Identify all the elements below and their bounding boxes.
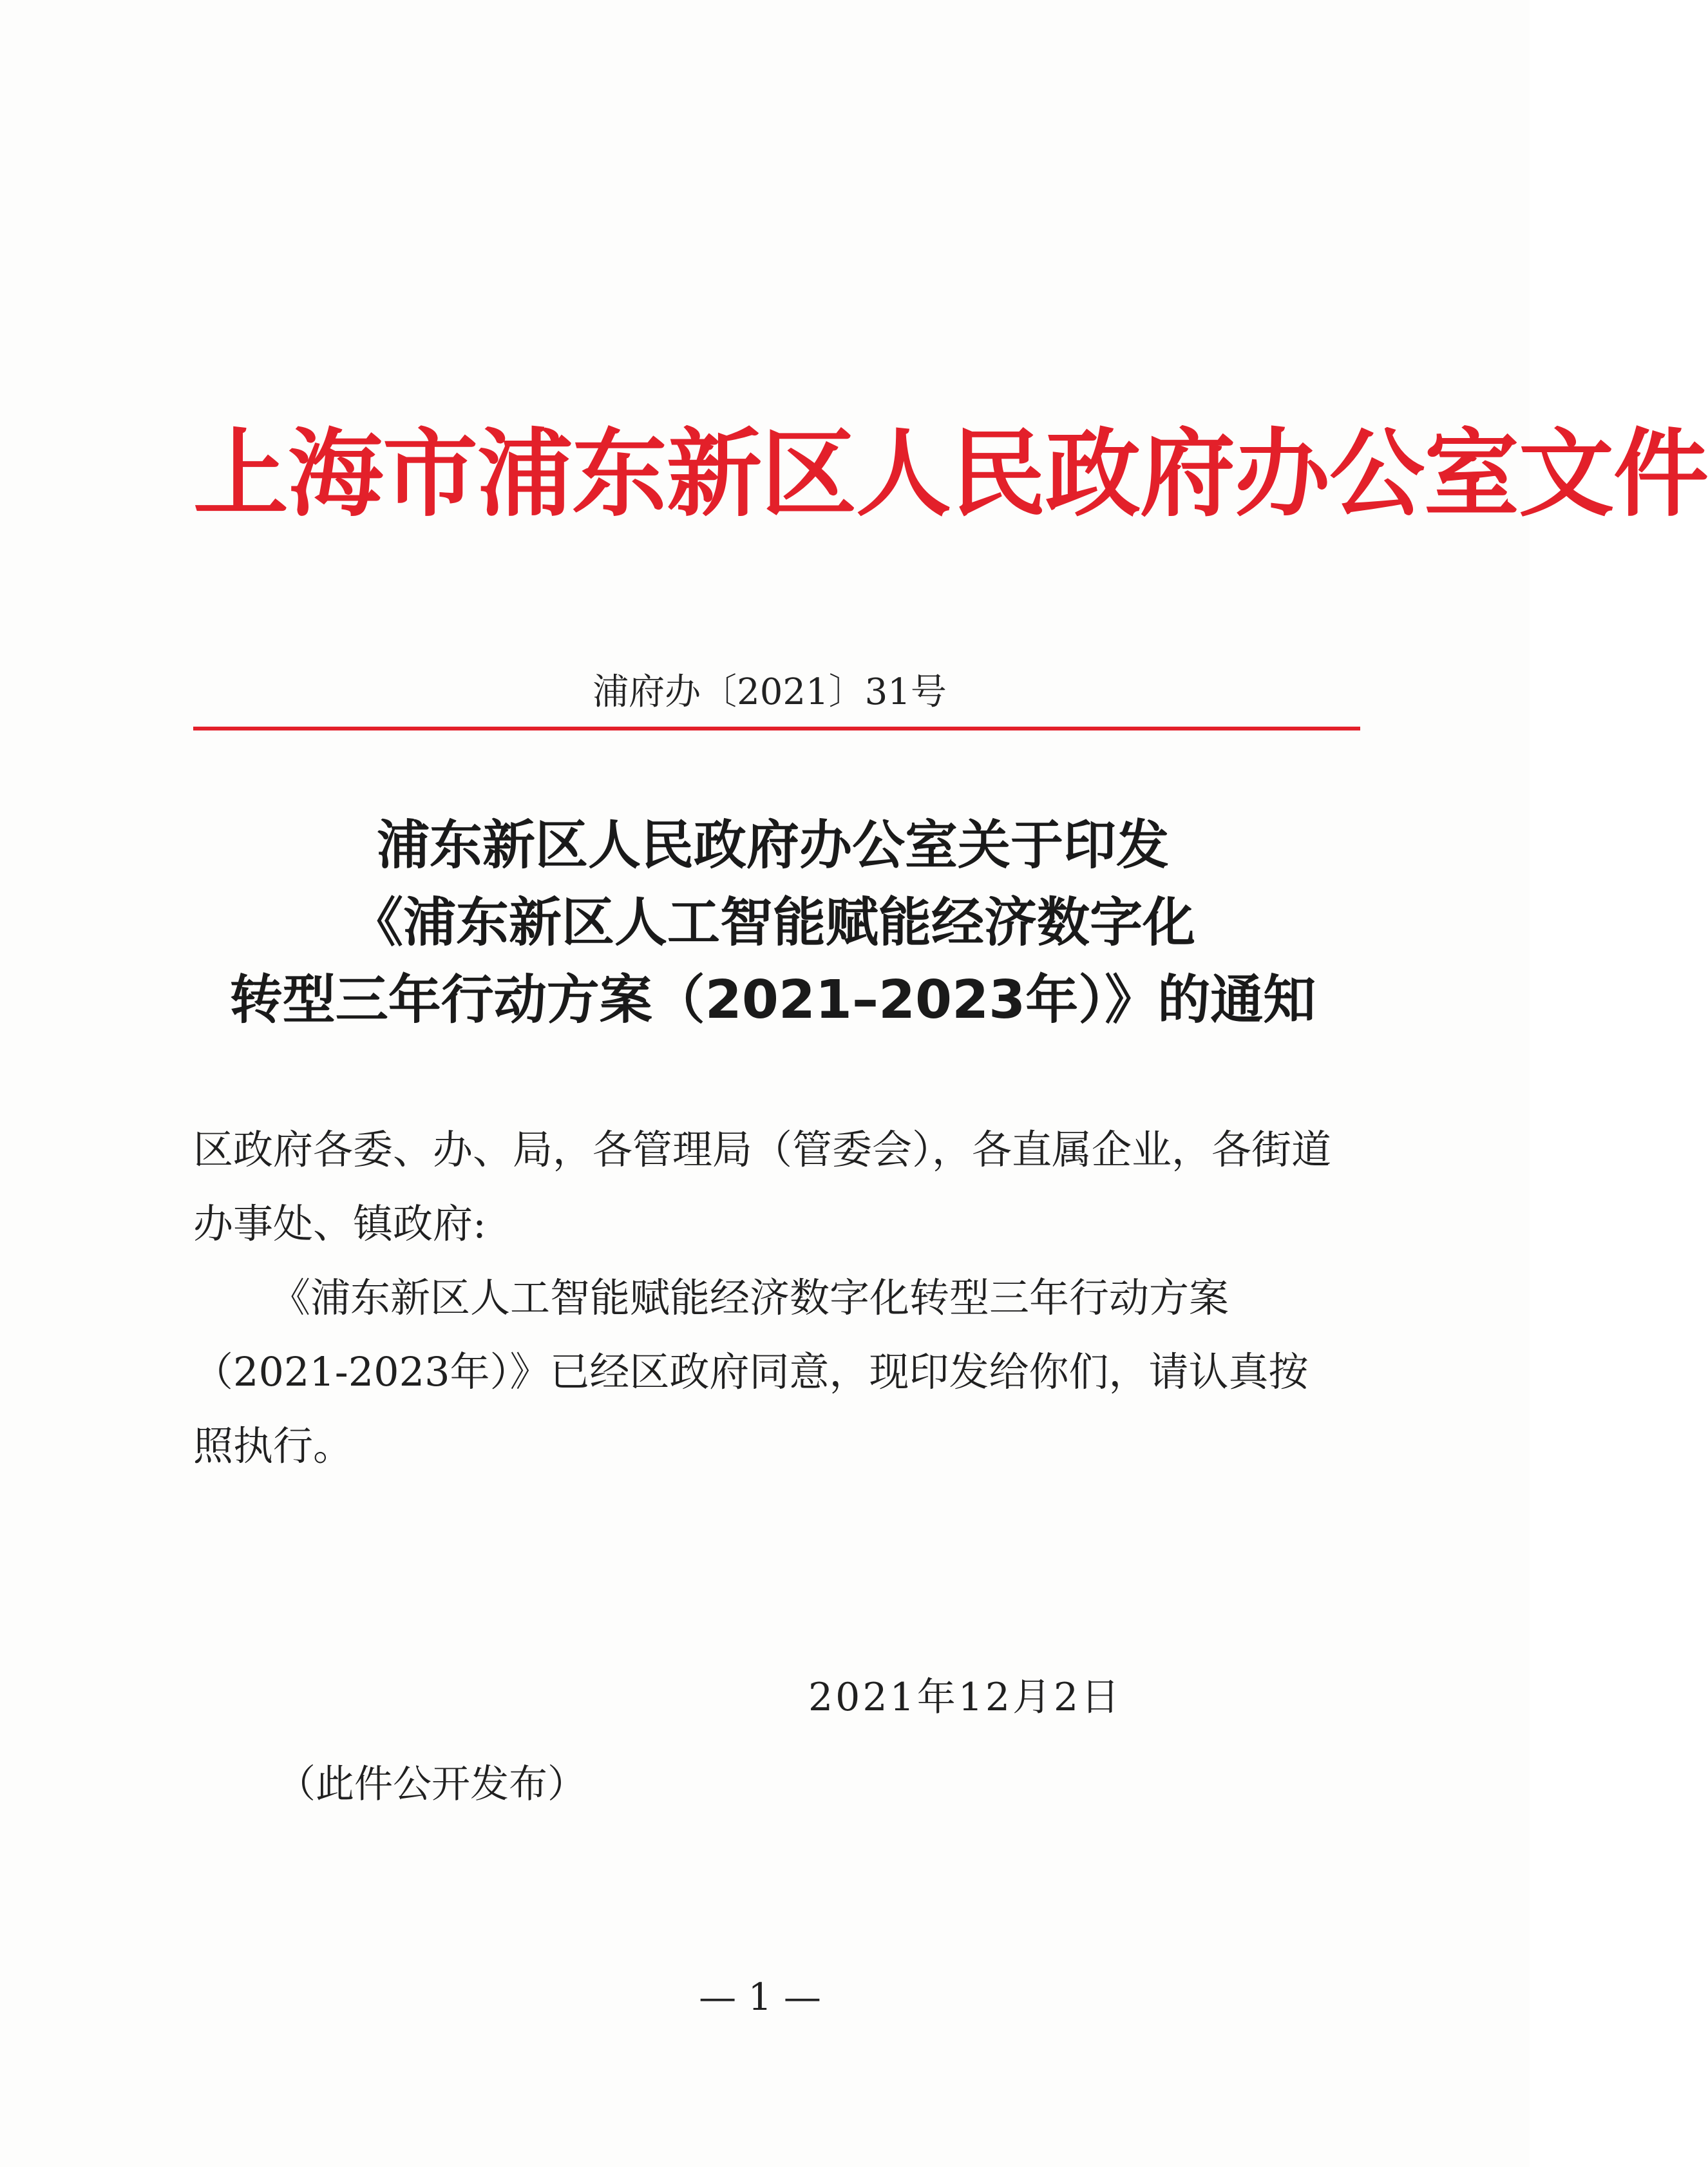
body-line-3: 《浦东新区人工智能赋能经济数字化转型三年行动方案: [270, 1274, 1229, 1321]
body-line-1: 区政府各委、办、局，各管理局（管委会），各直属企业，各街道: [193, 1126, 1332, 1173]
body-line-5: 照执行。: [193, 1422, 354, 1469]
public-release-note: （此件公开发布）: [277, 1762, 586, 1807]
body-line-2: 办事处、镇政府:: [193, 1200, 486, 1247]
body-line-4: （2021-2023年）》已经区政府同意，现印发给你们，请认真按: [193, 1348, 1309, 1395]
title-line-2: 《浦东新区人工智能赋能经济数字化: [350, 892, 1195, 953]
page-number: — 1 —: [699, 1975, 821, 2019]
title-line-3: 转型三年行动方案（2021–2023年）》的通知: [229, 969, 1316, 1031]
issue-date: 2021年12月2日: [808, 1675, 1123, 1720]
document-number: 浦府办〔2021〕31号: [593, 671, 947, 713]
issuer-masthead: 上海市浦东新区人民政府办公室文件: [193, 417, 1708, 530]
red-separator-line: [193, 727, 1360, 730]
title-line-1: 浦东新区人民政府办公室关于印发: [376, 815, 1169, 876]
